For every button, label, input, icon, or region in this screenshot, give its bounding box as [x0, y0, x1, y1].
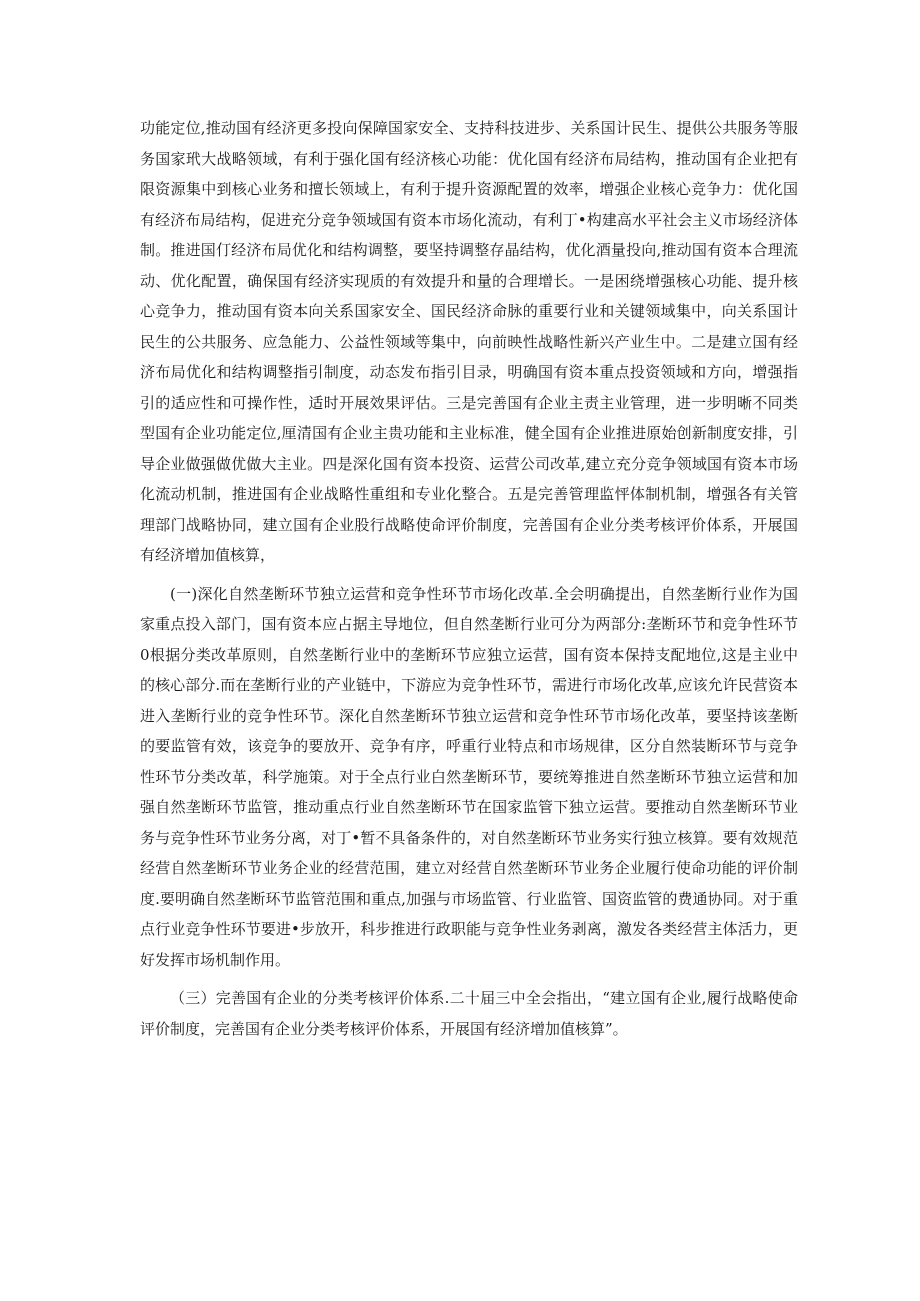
paragraph-classified-evaluation: （三）完善国有企业的分类考核评价体系.二十届三中全会指出，“建立国有企业,履行战略使命评价制度，完善国有企业分类考核评价体系，开展国有经济增加值核算”。	[140, 989, 798, 1038]
paragraph-natural-monopoly-reform: (一)深化自然垄断环节独立运营和竞争性环节市场化改革.全会明确提出，自然垄断行业作为国家重点投入部门，国有资本应占据主导地位，但自然垄断行业可分为两部分:垄断环节和竞争性环节0根据分类改革原则，自然垄断行业中的垄断环节应独立运营，国有资本保持支配地位,这是主业中的核心部分.而在垄断行业的产业链中，下游应为竞争性环节，需进行市场化改革,应该允许民营资本进入垄断行业的竞争性环节。深化自然垄断环节独立运营和竞争性环节市场化改革，要坚持该垄断的要监管有效，该竞争的要放开、竞争有序，呼重行业特点和市场规律，区分自然装断环节与竞争性环节分类改革，科学施策。对于全点行业白然垄断环节，要统筹推进自然垄断环节独立运营和加强自然垄断环节监管，推动重点行业自然垄断环节在国家监管下独立运营。要推动自然垄断环节业务与竞争性环节业务分离，对丁•暂不具备条件的，对自然垄断环节业务实行独立核算。要有效规范经营自然垄断环节业务企业的经营范围，建立对经营自然垄断环节业务企业履行使命功能的评价制度.要明确自然垄断环节监管范围和重点,加强与市场监管、行业监管、国资监管的费通协同。对于重点行业竞争性环节要进•步放开，科步推进行政职能与竞争性业务剥离，激发各类经营主体活力，更好发挥市场机制作用。	[140, 584, 798, 969]
document-page	[140, 113, 798, 1044]
paragraph-layout-optimization: 功能定位,推动国有经济更多投向保障国家安全、支持科技进步、关系国计民生、提供公共服务等服务国家玳大战略领域，有利于强化国有经济核心功能：优化国有经济布局结构，推动国有企业把有限资源集中到核心业务和擅长领域上，有利于提升资源配置的效率，增强企业核心竞争力：优化国有经济布局结构，促进充分竞争领域国有资本市场化流动，有利丁•构建高水平社会主义市场经济体制。推进国仃经济布局优化和结构调整，要坚持调整存晶结构，优化酒量投向,推动国有资本合理流动、优化配置，确保国有经济实现质的有效提升和量的合理增长。一是困绕增强核心功能、提升核心竞争力，推动国有资本向关系国家安全、国民经济命脉的重要行业和关键领域集中，向关系国计民生的公共服务、应急能力、公益性领域等集中，向前映性战略性新兴产业生中。二是建立国有经济布局优化和结构调整指引制度，动态发布指引目录，明确国有资本重点投资领域和方向，增强指引的适应性和可操作性，适时开展效果评估。三是完善国有企业主责主业管理，进一步明晰不同类型国有企业功能定位,厘清国有企业主贵功能和主业标准，健全国有企业推进原始创新制度安排，引导企业做强做优做大主业。四是深化国有资本投资、运营公司改革,建立充分竞争领域国有资本市场化流动机制，推进国有企业战略性重组和专业化整合。五是完善管理监怦体制机制，增强各有关管理部门战略协同，建立国有企业股行战略使命评价制度，完善国有企业分类考核评价体系，开展国有经济增加值核算，	[140, 119, 798, 564]
